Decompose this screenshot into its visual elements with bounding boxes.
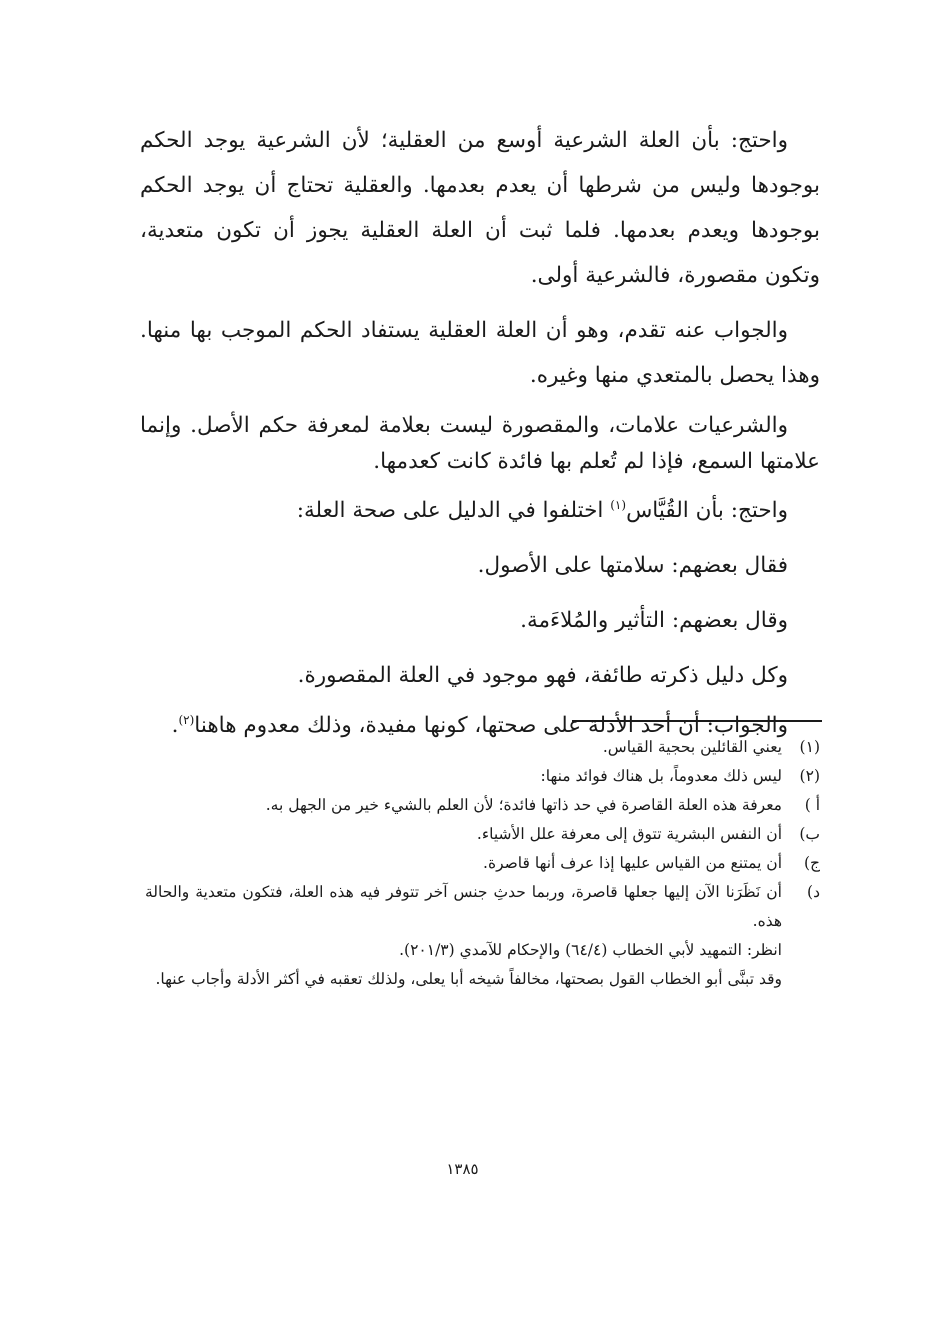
paragraph-text: والجواب: أن أحد الأدلة على صحتها، كونها مفيدة، وذلك معدوم هاهنا bbox=[194, 713, 788, 738]
footnote-divider bbox=[572, 720, 822, 722]
paragraph: وقال بعضهم: التأثير والمُلاءَمة. bbox=[520, 608, 788, 633]
paragraph: واحتج: بأن العلة الشرعية أوسع من العقلية؛ لأن الشرعية يوجد الحكم بوجودها وليس من شرطها أن يعدم بعدمها. والعقلية تحتاج أن يوجد الحكم بوجودها ويعدم بعدمها. فلما ثبت أن العلة العقلية يجوز أن تكون متعدية، وتكون مقصورة، فالشرعية أولى. bbox=[140, 128, 820, 288]
footnote-item bbox=[145, 849, 820, 878]
paragraph: وكل دليل ذكرته طائفة، فهو موجود في العلة المقصورة. bbox=[297, 663, 788, 688]
item-text: أن يمتنع من القياس عليها إذا عرف أنها قاصرة. bbox=[483, 854, 782, 872]
footnote-reference-line: انظر: التمهيد لأبي الخطاب (٦٤/٤) والإحكام للآمدي (٢٠١/٣). bbox=[399, 941, 782, 959]
footnote-reference[interactable]: (١) bbox=[610, 497, 627, 512]
footnote-text: ليس ذلك معدوماً، بل هناك فوائد منها: bbox=[540, 767, 782, 785]
main-text bbox=[140, 118, 820, 752]
paragraph: والجواب عنه تقدم، وهو أن العلة العقلية يستفاد الحكم الموجب بها منها. وهذا يحصل بالمتعدي منها وغيره. bbox=[140, 318, 820, 388]
footnote-2 bbox=[145, 762, 820, 791]
footnote-text: يعني القائلين بحجية القياس. bbox=[602, 738, 782, 756]
page-number: ١٣٨٥ bbox=[446, 1160, 479, 1178]
footnote-number: (١) bbox=[799, 738, 820, 756]
item-text: أن النفس البشرية تتوق إلى معرفة علل الأشياء. bbox=[476, 825, 782, 843]
footnote-item bbox=[145, 791, 820, 820]
item-label: ب) bbox=[799, 825, 820, 843]
item-text: معرفة هذه العلة القاصرة في حد ذاتها فائدة؛ لأن العلم بالشيء خير من الجهل به. bbox=[265, 796, 782, 814]
paragraph bbox=[140, 488, 820, 533]
item-text: أن نَظَرَنا الآن إليها جعلها قاصرة، وربما حدثِ جنس آخر تتوفر فيه هذه العلة، فتكون متعدية والحالة هذه. bbox=[145, 883, 782, 930]
paragraph: والشرعيات علامات، والمقصورة ليست بعلامة لمعرفة حكم الأصل. وإنما علامتها السمع، فإذا لم تُعلم بها فائدة كانت كعدمها. bbox=[140, 413, 820, 474]
paragraph-text: . bbox=[171, 713, 179, 738]
footnote-reference[interactable]: (٢) bbox=[178, 712, 195, 727]
item-label: ج) bbox=[803, 854, 820, 872]
paragraph-text: اختلفوا في الدليل على صحة العلة: bbox=[296, 498, 611, 523]
item-label: أ ) bbox=[804, 796, 820, 814]
footnote-item bbox=[145, 878, 820, 936]
footnotes bbox=[145, 733, 820, 994]
footnote-item bbox=[145, 820, 820, 849]
footnote-reference-line: وقد تبنَّى أبو الخطاب القول بصحتها، مخالفاً شيخه أبا يعلى، ولذلك تعقبه في أكثر الأدلة وأجاب عنها. bbox=[155, 970, 782, 988]
footnote-1 bbox=[145, 733, 820, 762]
paragraph: فقال بعضهم: سلامتها على الأصول. bbox=[477, 553, 788, 578]
footnote-number: (٢) bbox=[799, 767, 820, 785]
item-label: د) bbox=[807, 883, 820, 901]
paragraph-text: واحتج: بأن القُيَّاس bbox=[626, 498, 788, 523]
